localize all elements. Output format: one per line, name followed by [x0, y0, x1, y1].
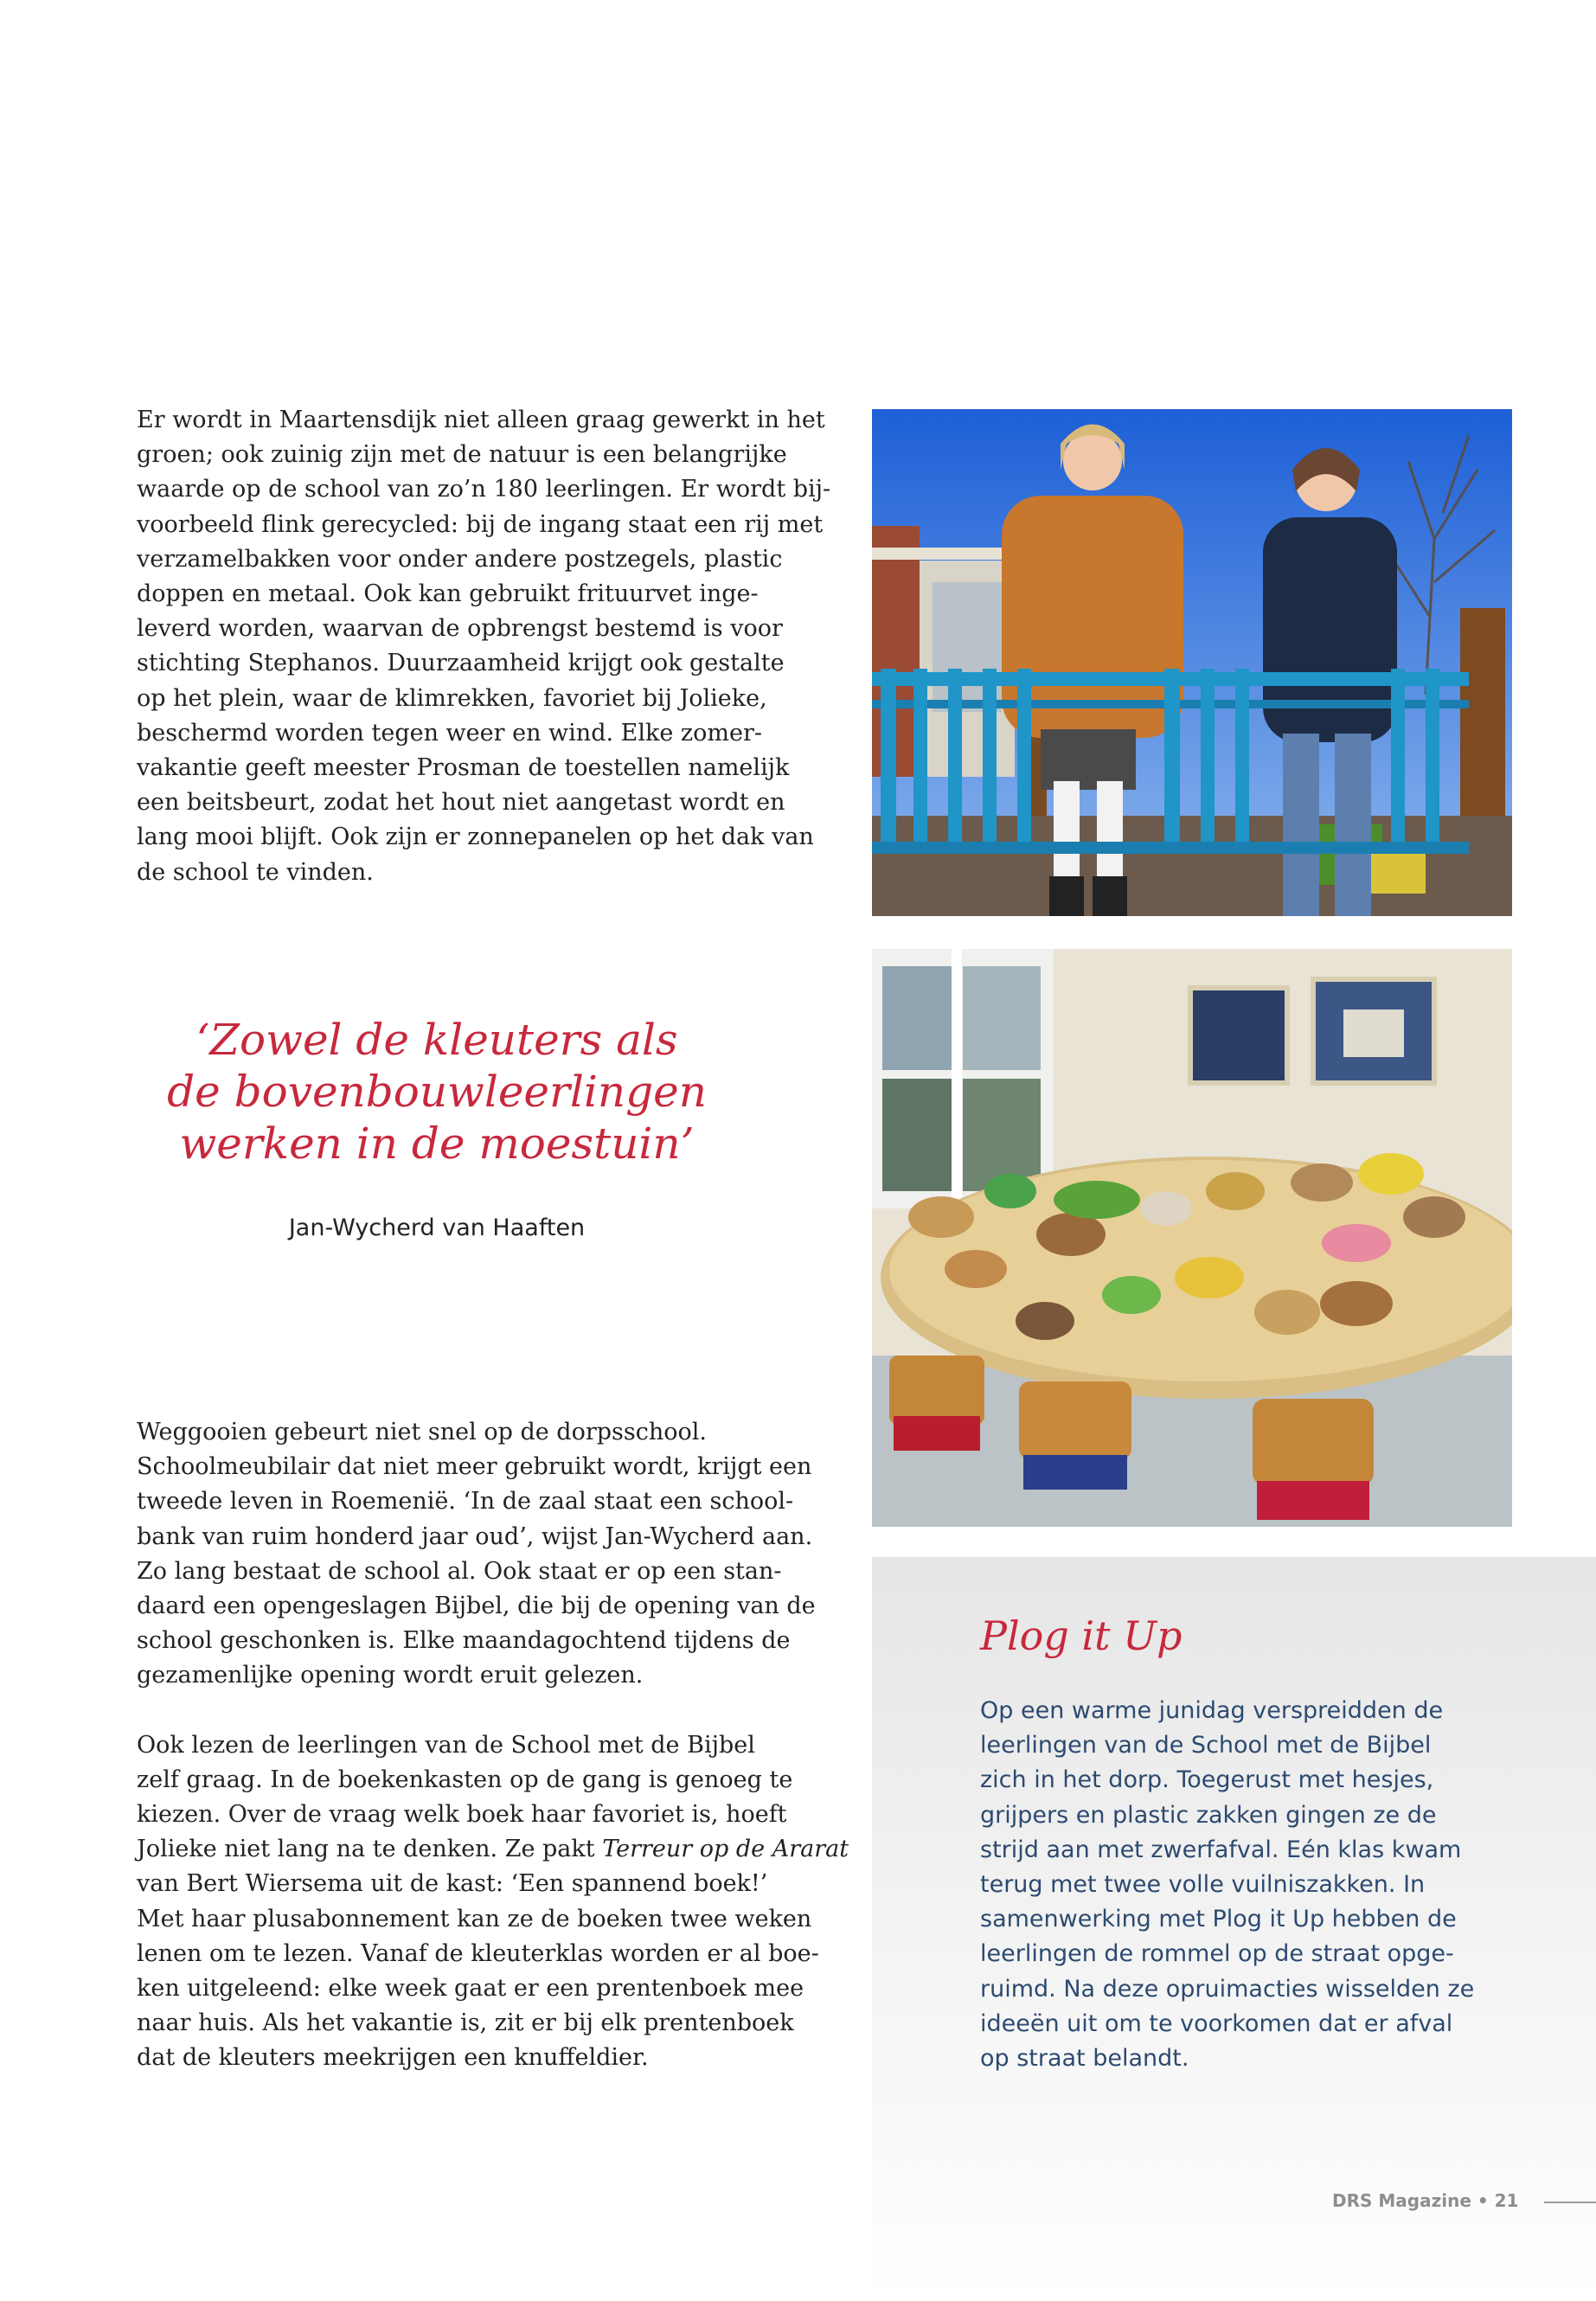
page-number: 21 [1494, 2190, 1519, 2211]
text-line: stichting Stephanos. Duurzaamheid krijgt ook gestalte [137, 650, 785, 677]
text-line: beschermd worden tegen weer en wind. Elke zomer- [137, 719, 763, 747]
article-text-top [137, 403, 831, 890]
text-line: ruimd. Na deze opruimacties wisselden ze [980, 1975, 1475, 2003]
text-line: kiezen. Over de vraag welk boek haar favoriet is, hoeft [137, 1801, 787, 1829]
text-line: doppen en metaal. Ook kan gebruikt frituurvet inge- [137, 580, 759, 608]
text-line: lenen om te lezen. Vanaf de kleuterklas worden er al boe- [137, 1939, 819, 1967]
text-line: terug met twee volle vuilniszakken. In [980, 1871, 1426, 1899]
pull-quote [156, 1014, 718, 1170]
text-line: bank van ruim honderd jaar oud’, wijst Jan-Wycherd aan. [137, 1522, 813, 1550]
quote-author: Jan-Wycherd van Haaften [288, 1215, 586, 1241]
photo-room-illustration [872, 949, 1512, 1527]
text-line: dat de kleuters meekrijgen een knuffeldier. [137, 2044, 649, 2072]
text-segment: Jolieke niet lang na te denken. Ze pakt [137, 1836, 603, 1863]
text-line: lang mooi blijft. Ook zijn er zonnepanelen op het dak van [137, 824, 814, 851]
photo-girls-playground [872, 409, 1512, 916]
sidebar-text [980, 1694, 1516, 2076]
photo-stuffed-animals-table [872, 949, 1512, 1527]
text-line: Zo lang bestaat de school al. Ook staat er op een stan- [137, 1557, 782, 1585]
text-line: Met haar plusabonnement kan ze de boeken twee weken [137, 1905, 812, 1932]
text-line: zich in het dorp. Toegerust met hesjes, [980, 1766, 1434, 1794]
text-line: zelf graag. In de boekenkasten op de gang is genoeg te [137, 1766, 793, 1793]
footer-separator: • [1477, 2190, 1489, 2211]
quote-line: ‘Zowel de kleuters als [195, 1015, 678, 1065]
sidebar-plog-it-up [872, 1557, 1596, 2301]
text-line: grijpers en plastic zakken gingen ze de [980, 1801, 1437, 1829]
paragraph-reading [137, 1728, 849, 2076]
photo-girls-illustration [872, 409, 1512, 916]
text-line: op het plein, waar de klimrekken, favoriet bij Jolieke, [137, 684, 767, 712]
text-line: Weggooien gebeurt niet snel op de dorpsschool. [137, 1419, 707, 1445]
text-line: daard een opengeslagen Bijbel, die bij de opening van de [137, 1593, 816, 1620]
text-line: een beitsbeurt, zodat het hout niet aangetast wordt en [137, 789, 785, 817]
footer-rule [1544, 2202, 1596, 2203]
text-line: gezamenlijke opening wordt eruit gelezen. [137, 1662, 644, 1689]
quote-line: de bovenbouwleerlingen [167, 1067, 707, 1117]
text-line [137, 1832, 849, 1867]
text-line: van Bert Wiersema uit de kast: ‘Een spannend boek!’ [137, 1870, 768, 1898]
text-line: voorbeeld flink gerecycled: bij de ingang staat een rij met [137, 510, 824, 538]
text-line: de school te vinden. [137, 858, 374, 886]
text-line: ken uitgeleend: elke week gaat er een prentenboek mee [137, 1975, 804, 2003]
text-line: ideeën uit om te voorkomen dat er afval [980, 2009, 1453, 2037]
book-title: Terreur op de Ararat [602, 1836, 849, 1863]
text-line: Op een warme junidag verspreidden de [980, 1697, 1444, 1724]
text-line: naar huis. Als het vakantie is, zit er bij elk prentenboek [137, 2009, 794, 2037]
paragraph-furniture [137, 1415, 816, 1694]
text-line: Er wordt in Maartensdijk niet alleen graag gewerkt in het [137, 407, 825, 433]
text-line: groen; ook zuinig zijn met de natuur is een belangrijke [137, 441, 787, 469]
magazine-name: DRS Magazine [1332, 2190, 1471, 2211]
text-line: leerlingen van de School met de Bijbel [980, 1732, 1432, 1759]
text-line: vakantie geeft meester Prosman de toestellen namelijk [137, 754, 790, 782]
text-line: samenwerking met Plog it Up hebben de [980, 1906, 1457, 1933]
paragraph-recycling [137, 403, 831, 890]
article-text-bottom [137, 1415, 849, 2076]
text-line: tweede leven in Roemenië. ‘In de zaal staat een school- [137, 1488, 794, 1516]
text-line: verzamelbakken voor onder andere postzegels, plastic [137, 545, 783, 573]
quote-line: werken in de moestuin’ [179, 1118, 695, 1169]
text-line: school geschonken is. Elke maandagochtend tijdens de [137, 1627, 791, 1655]
page-footer [1332, 2190, 1518, 2211]
text-line: waarde op de school van zo’n 180 leerlingen. Er wordt bij- [137, 476, 831, 503]
text-line: leverd worden, waarvan de opbrengst bestemd is voor [137, 615, 783, 643]
text-line: Schoolmeubilair dat niet meer gebruikt wordt, krijgt een [137, 1453, 812, 1481]
text-line: leerlingen de rommel op de straat opge- [980, 1940, 1454, 1968]
text-line: op straat belandt. [980, 2045, 1189, 2073]
sidebar-title: Plog it Up [980, 1612, 1183, 1659]
text-line: Ook lezen de leerlingen van de School met de Bijbel [137, 1731, 755, 1759]
text-line: strijd aan met zwerfafval. Eén klas kwam [980, 1836, 1462, 1863]
